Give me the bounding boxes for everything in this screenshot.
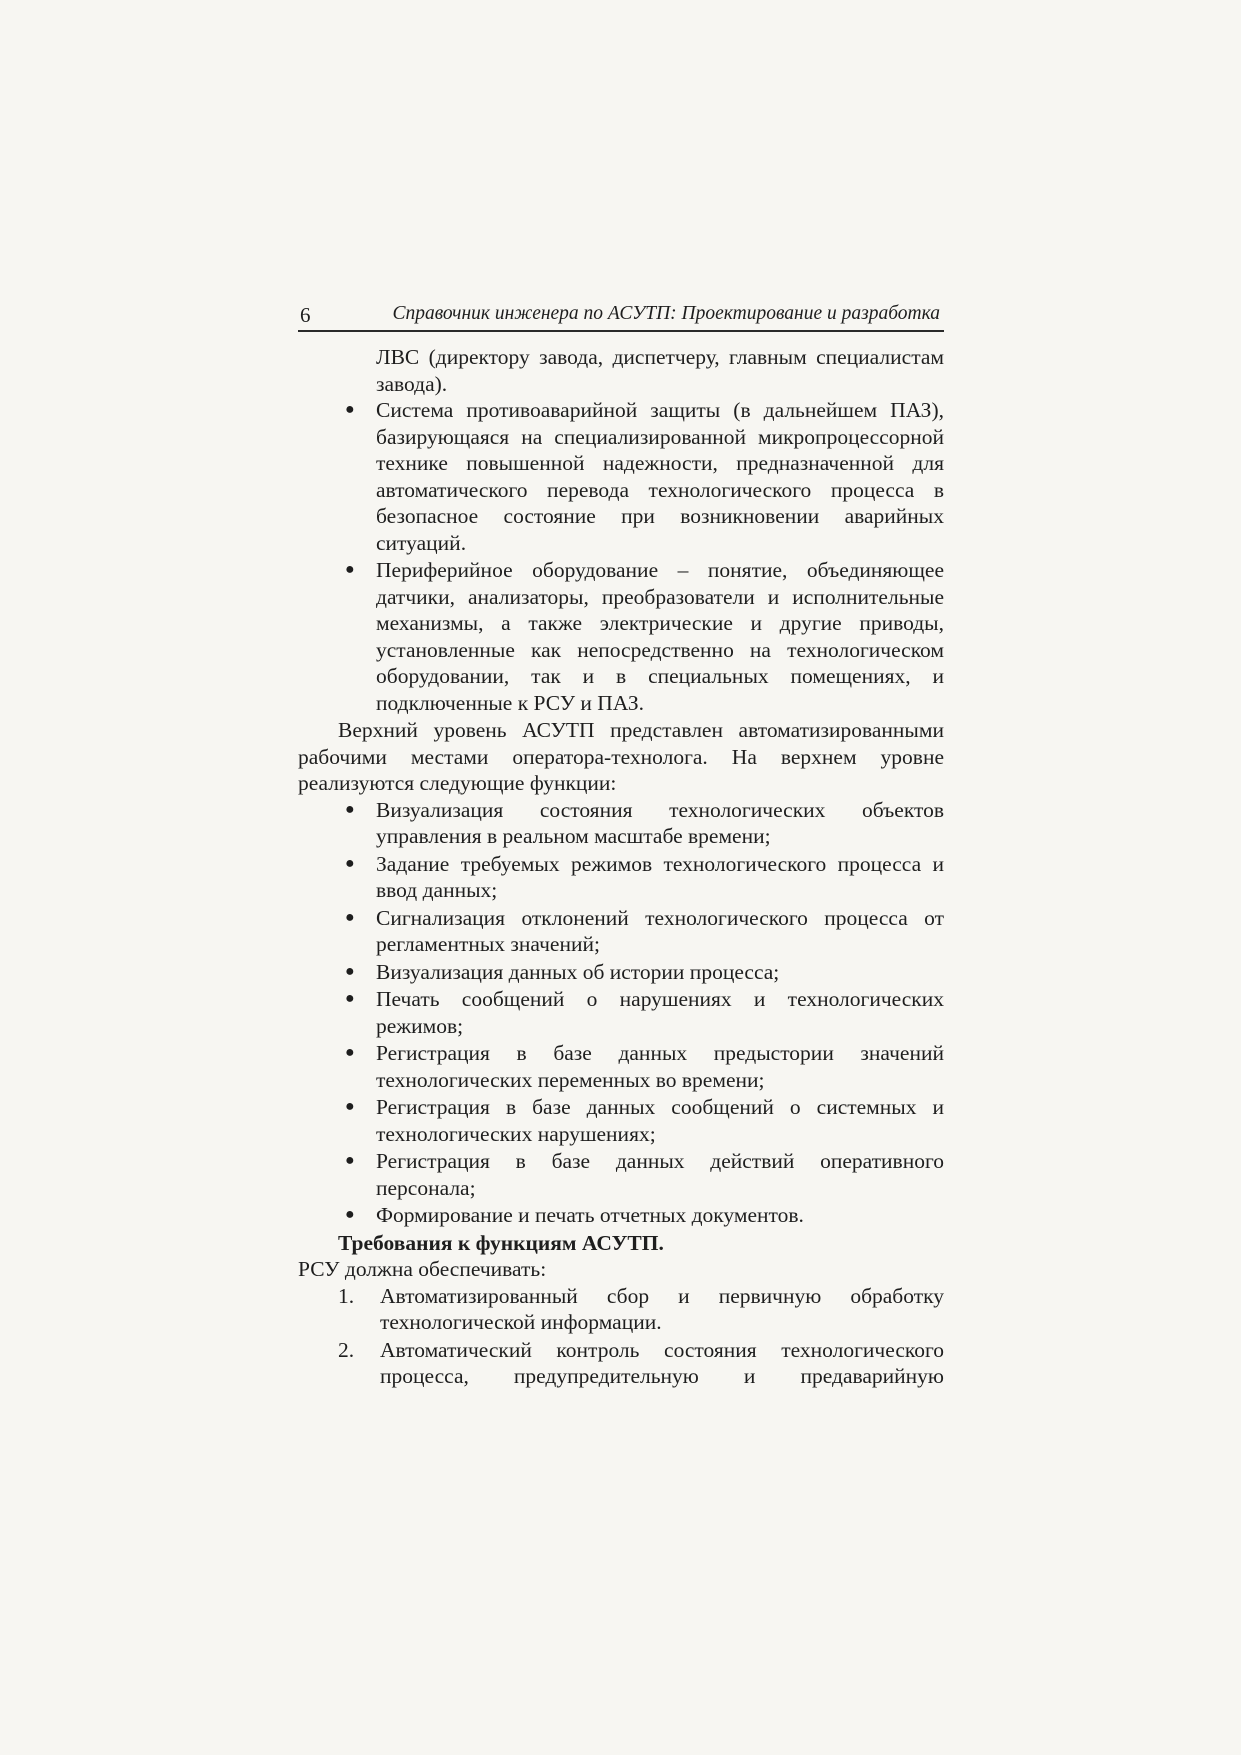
bullet-icon: ●	[345, 1152, 355, 1169]
list-item-text: Сигнализация отклонений технологического процесса от регламентных значений;	[376, 905, 944, 956]
list-item	[298, 986, 944, 1039]
book-page	[298, 300, 944, 1391]
list-item-text: Формирование и печать отчетных документов.	[376, 1203, 804, 1227]
page-body	[298, 344, 944, 1390]
running-header	[298, 300, 944, 332]
list-item	[298, 1202, 944, 1229]
list-item	[298, 1283, 944, 1336]
running-title: Справочник инженера по АСУТП: Проектирование и разработка	[392, 303, 940, 324]
list-item	[298, 905, 944, 958]
bullet-list-functions	[298, 797, 944, 1229]
list-item-text: Автоматический контроль состояния технологического процесса, предупредительную и предаварийную	[380, 1337, 944, 1388]
list-item	[298, 1040, 944, 1093]
bullet-icon: ●	[345, 1044, 355, 1061]
requirements-heading: Требования к функциям АСУТП.	[338, 1230, 664, 1255]
bullet-icon: ●	[345, 561, 355, 578]
numbered-list	[298, 1283, 944, 1390]
list-item-text: Визуализация состояния технологических объектов управления в реальном масштабе времени;	[376, 797, 944, 848]
list-item-text: Задание требуемых режимов технологического процесса и ввод данных;	[376, 851, 944, 902]
bullet-icon: ●	[345, 990, 355, 1007]
upper-level-paragraph: Верхний уровень АСУТП представлен автоматизированными рабочими местами оператора-технолога. На верхнем уровне реализуются следующие функции:	[298, 718, 944, 795]
bullet-icon: ●	[345, 962, 355, 980]
list-item	[298, 1148, 944, 1201]
list-item	[298, 797, 944, 850]
continuation-text: ЛВС (директору завода, диспетчеру, главным специалистам завода).	[376, 345, 944, 396]
bullet-icon: ●	[345, 1206, 355, 1223]
list-item-text: Автоматизированный сбор и первичную обработку технологической информации.	[380, 1283, 944, 1334]
rsu-intro: РСУ должна обеспечивать:	[298, 1257, 547, 1281]
bullet-icon: ●	[345, 1098, 355, 1115]
list-item-text: Система противоаварийной защиты (в дальнейшем ПАЗ), базирующаяся на специализированной микропроцессорной технике повышенной надежности, предназначенной для автоматического перевода технологического процесса в безопасное состояние при возникновении аварийных ситуаций.	[376, 398, 944, 555]
bullet-icon: ●	[345, 401, 355, 418]
list-item-text: Регистрация в базе данных предыстории значений технологических переменных во времени;	[376, 1041, 944, 1092]
bullet-icon: ●	[345, 854, 355, 872]
list-item	[298, 397, 944, 556]
list-item-text: Регистрация в базе данных действий оперативного персонала;	[376, 1149, 944, 1200]
page-number: 6	[300, 303, 311, 327]
list-item	[298, 1337, 944, 1390]
list-item-text: Регистрация в базе данных сообщений о системных и технологических нарушениях;	[376, 1095, 944, 1146]
bullet-icon: ●	[345, 800, 355, 818]
list-item	[298, 557, 944, 716]
bullet-icon: ●	[345, 908, 355, 926]
list-item	[298, 959, 944, 986]
list-item-number: 1.	[338, 1283, 355, 1308]
list-item-text: Визуализация данных об истории процесса;	[376, 959, 780, 984]
list-item	[298, 1094, 944, 1147]
list-item-text: Печать сообщений о нарушениях и технологических режимов;	[376, 987, 944, 1038]
bullet-list-top	[298, 397, 944, 716]
list-item-number: 2.	[338, 1337, 355, 1362]
list-item-text: Периферийное оборудование – понятие, объединяющее датчики, анализаторы, преобразователи и исполнительные механизмы, а также электрические и другие приводы, установленные как непосредственно на технологическом оборудовании, так и в специальных помещениях, и подключенные к РСУ и ПАЗ.	[376, 558, 944, 715]
list-item	[298, 851, 944, 904]
